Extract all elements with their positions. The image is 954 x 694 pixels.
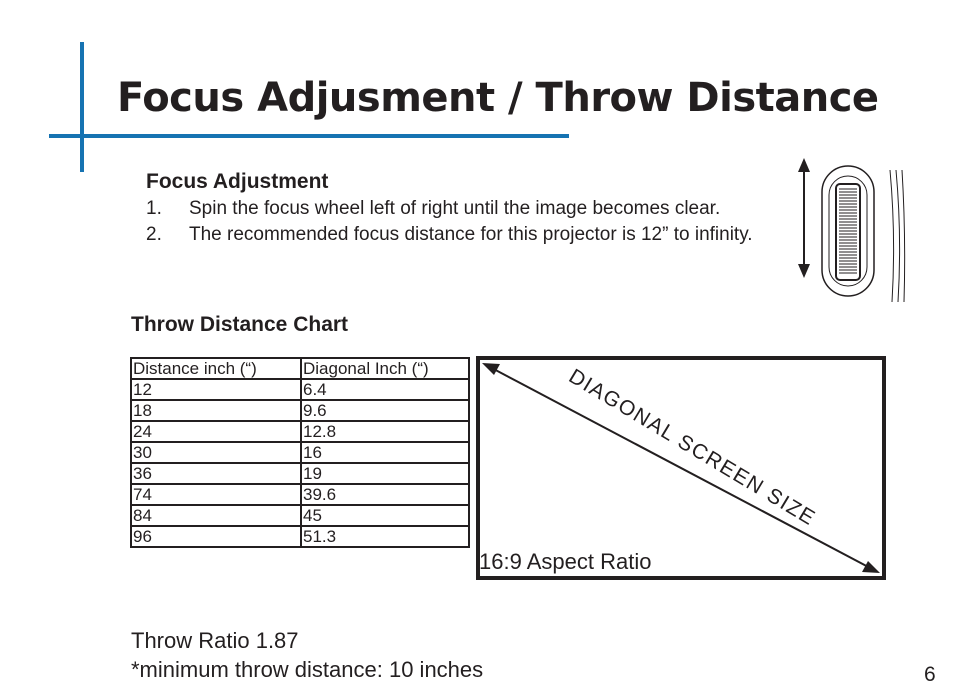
table-row — [131, 400, 469, 421]
distance-cell: 12 — [131, 379, 301, 400]
focus-step — [146, 196, 776, 222]
focus-step — [146, 222, 776, 248]
diagonal-cell: 16 — [301, 442, 469, 463]
double-arrow-icon — [480, 360, 882, 576]
distance-cell: 30 — [131, 442, 301, 463]
chart-heading: Throw Distance Chart — [131, 313, 349, 336]
column-header-distance: Distance inch (“) — [131, 358, 301, 379]
throw-ratio: Throw Ratio 1.87 — [131, 628, 299, 653]
diagonal-cell: 45 — [301, 505, 469, 526]
focus-heading: Focus Adjustment — [146, 170, 329, 193]
step-number: 1. — [146, 198, 162, 219]
distance-cell: 18 — [131, 400, 301, 421]
table-row — [131, 379, 469, 400]
diagonal-screen-size-label: DIAGONAL SCREEN SIZE — [564, 364, 820, 531]
distance-cell: 74 — [131, 484, 301, 505]
diagonal-cell: 51.3 — [301, 526, 469, 547]
step-text: Spin the focus wheel left of right until the image becomes clear. — [189, 198, 721, 219]
aspect-ratio-label: 16:9 Aspect Ratio — [479, 549, 652, 574]
table-row — [131, 442, 469, 463]
diagonal-cell: 19 — [301, 463, 469, 484]
table-row — [131, 526, 469, 547]
accent-vertical-bar — [80, 42, 84, 172]
step-text: The recommended focus distance for this projector is 12” to infinity. — [189, 224, 753, 245]
distance-cell: 24 — [131, 421, 301, 442]
diagonal-cell: 9.6 — [301, 400, 469, 421]
throw-distance-table — [130, 357, 470, 548]
minimum-throw-note: *minimum throw distance: 10 inches — [131, 657, 484, 682]
step-number: 2. — [146, 224, 162, 245]
column-header-diagonal: Diagonal Inch (“) — [301, 358, 469, 379]
page-title: Focus Adjusment / Throw Distance — [117, 75, 879, 121]
diagonal-cell: 6.4 — [301, 379, 469, 400]
distance-cell: 84 — [131, 505, 301, 526]
distance-cell: 36 — [131, 463, 301, 484]
focus-wheel-icon — [792, 156, 912, 306]
diagonal-cell: 12.8 — [301, 421, 469, 442]
screen-diagram — [476, 356, 886, 580]
table-row — [131, 421, 469, 442]
table-row — [131, 484, 469, 505]
accent-horizontal-bar — [49, 134, 569, 138]
distance-cell: 96 — [131, 526, 301, 547]
diagonal-cell: 39.6 — [301, 484, 469, 505]
table-header-row — [131, 358, 469, 379]
table-row — [131, 505, 469, 526]
focus-steps — [146, 196, 776, 248]
table-row — [131, 463, 469, 484]
page-number: 6 — [924, 663, 936, 686]
